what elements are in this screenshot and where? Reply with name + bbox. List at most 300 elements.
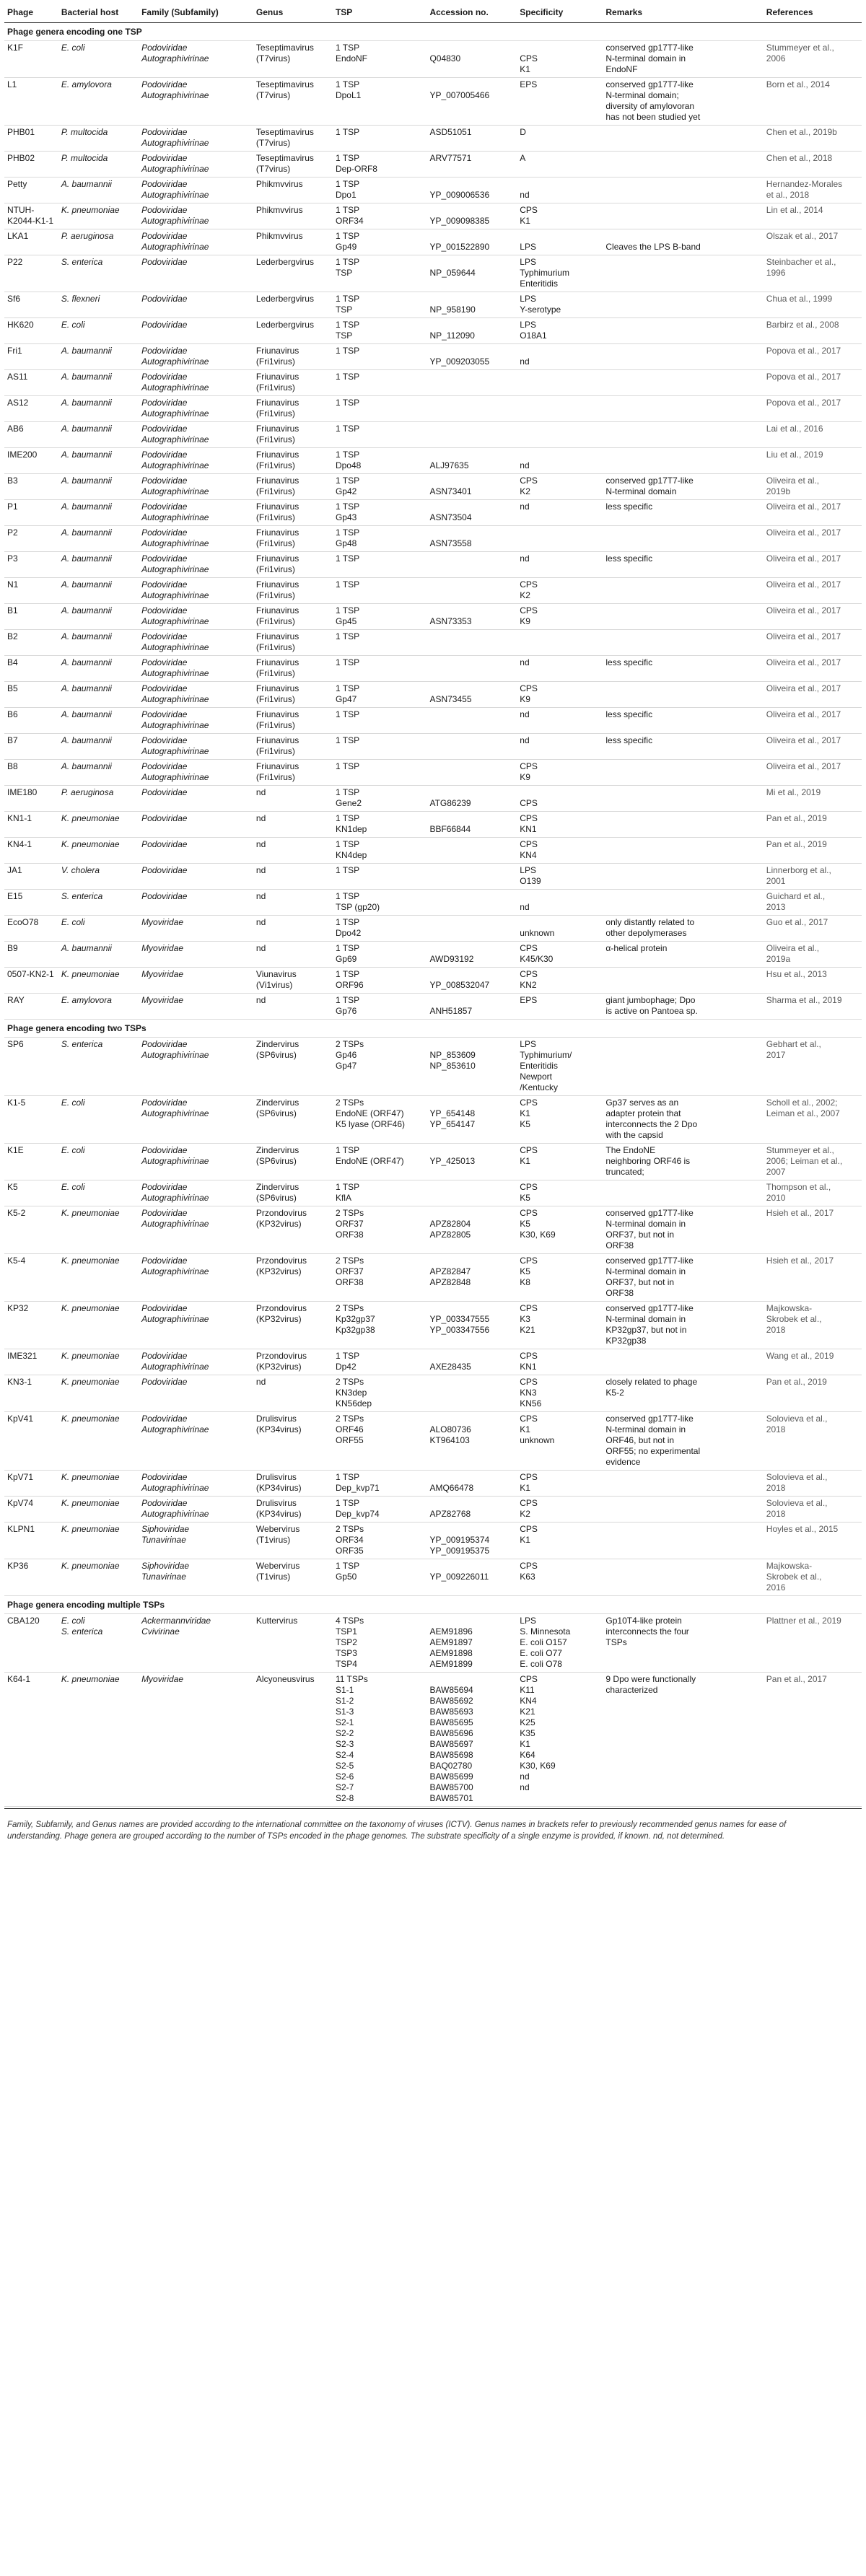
cell-phage: KLPN1 bbox=[4, 1523, 58, 1559]
cell-specificity-line: LPS bbox=[520, 865, 536, 875]
cell-host-line: K. pneumoniae bbox=[61, 1303, 120, 1313]
cell-accession-line bbox=[429, 943, 514, 954]
cell-host bbox=[58, 812, 139, 838]
cell-references-line: 2019b bbox=[766, 486, 791, 496]
cell-host bbox=[58, 1254, 139, 1302]
cell-family bbox=[139, 344, 253, 370]
cell-tsp-line: ORF96 bbox=[335, 980, 364, 990]
cell-family-line: Autographivirinae bbox=[141, 590, 209, 600]
cell-references-line: 2007 bbox=[766, 1167, 786, 1177]
cell-tsp bbox=[333, 1375, 427, 1412]
cell-family-line: Autographivirinae bbox=[141, 1314, 209, 1324]
cell-genus-line: Phikmvvirus bbox=[255, 231, 303, 241]
table-row bbox=[4, 1375, 862, 1412]
cell-remarks bbox=[603, 1471, 763, 1497]
cell-family-line: Siphoviridae bbox=[141, 1524, 190, 1534]
cell-specificity-line: K5 bbox=[520, 1266, 530, 1276]
cell-tsp bbox=[333, 760, 427, 786]
cell-genus-line: Friunavirus bbox=[255, 631, 299, 641]
cell-genus-line: nd bbox=[255, 787, 266, 797]
cell-tsp-line: TSP1 bbox=[335, 1626, 357, 1637]
cell-tsp bbox=[333, 396, 427, 422]
table-row bbox=[4, 203, 862, 229]
cell-accession bbox=[427, 474, 517, 500]
cell-genus-line: (T7virus) bbox=[255, 90, 291, 100]
cell-remarks bbox=[603, 708, 763, 734]
cell-tsp bbox=[333, 708, 427, 734]
cell-genus-line: Zindervirus bbox=[255, 1182, 299, 1192]
cell-accession-line: ASN73558 bbox=[429, 538, 472, 548]
cell-host-line: E. coli bbox=[61, 1182, 85, 1192]
cell-host-line: A. baumannii bbox=[61, 631, 112, 641]
cell-family bbox=[139, 968, 253, 994]
cell-references bbox=[764, 1254, 862, 1302]
cell-host-line: P. aeruginosa bbox=[61, 231, 114, 241]
cell-family bbox=[139, 152, 253, 178]
cell-accession bbox=[427, 682, 517, 708]
cell-references-line: Wang et al., 2019 bbox=[766, 1351, 834, 1361]
cell-tsp-line: 1 TSP bbox=[335, 1351, 360, 1361]
cell-accession-line bbox=[429, 43, 514, 53]
cell-accession bbox=[427, 152, 517, 178]
cell-phage: KN1-1 bbox=[4, 812, 58, 838]
cell-references bbox=[764, 203, 862, 229]
cell-remarks-line bbox=[605, 231, 760, 242]
cell-remarks-line: with the capsid bbox=[605, 1130, 663, 1140]
cell-genus bbox=[253, 1559, 333, 1596]
cell-tsp-line: Gp42 bbox=[335, 486, 357, 496]
cell-remarks bbox=[603, 864, 763, 890]
cell-references-line: Skrobek et al., bbox=[766, 1314, 822, 1324]
cell-host bbox=[58, 838, 139, 864]
cell-host-line: E. coli bbox=[61, 1145, 85, 1155]
cell-tsp-line: 1 TSP bbox=[335, 79, 360, 89]
cell-specificity-line: K1 bbox=[520, 64, 530, 74]
table-row bbox=[4, 1559, 862, 1596]
cell-family-line: Podoviridae bbox=[141, 127, 188, 137]
cell-genus-line: (Fri1virus) bbox=[255, 720, 295, 730]
cell-accession-line bbox=[429, 294, 514, 305]
cell-genus-line: Przondovirus bbox=[255, 1256, 307, 1266]
cell-host-line: K. pneumoniae bbox=[61, 1472, 120, 1482]
cell-host-line: P. aeruginosa bbox=[61, 787, 114, 797]
cell-accession bbox=[427, 1254, 517, 1302]
cell-accession-line bbox=[429, 205, 514, 216]
header-genus: Genus bbox=[253, 3, 333, 23]
cell-accession-line bbox=[429, 320, 514, 330]
cell-references bbox=[764, 500, 862, 526]
cell-remarks-line: 9 Dpo were functionally bbox=[605, 1674, 696, 1684]
cell-accession-line: APZ82805 bbox=[429, 1230, 471, 1240]
cell-remarks bbox=[603, 292, 763, 318]
cell-specificity-line: CPS bbox=[520, 1377, 538, 1387]
cell-genus bbox=[253, 448, 333, 474]
cell-tsp-line: 2 TSPs bbox=[335, 1039, 364, 1049]
cell-family-line: Podoviridae bbox=[141, 891, 188, 901]
cell-specificity-line: D bbox=[520, 127, 526, 137]
cell-tsp bbox=[333, 500, 427, 526]
cell-specificity-line: K63 bbox=[520, 1572, 535, 1582]
cell-remarks-line: conserved gp17T7-like bbox=[605, 1303, 694, 1313]
cell-specificity bbox=[517, 812, 603, 838]
cell-specificity-line: CPS bbox=[520, 1145, 538, 1155]
cell-family bbox=[139, 500, 253, 526]
header-references: References bbox=[764, 3, 862, 23]
cell-remarks bbox=[603, 126, 763, 152]
cell-family-line: Autographivirinae bbox=[141, 242, 209, 252]
cell-genus bbox=[253, 1673, 333, 1807]
cell-tsp-line: 1 TSP bbox=[335, 683, 360, 693]
cell-remarks-line: The EndoNE bbox=[605, 1145, 656, 1155]
cell-remarks-line: conserved gp17T7-like bbox=[605, 476, 694, 486]
cell-phage: N1 bbox=[4, 578, 58, 604]
cell-specificity-line: K30, K69 bbox=[520, 1230, 556, 1240]
cell-genus bbox=[253, 1254, 333, 1302]
cell-accession-line: BAW85695 bbox=[429, 1717, 473, 1727]
cell-host bbox=[58, 604, 139, 630]
cell-genus-line: (SP6virus) bbox=[255, 1050, 297, 1060]
cell-references-line: Pan et al., 2019 bbox=[766, 839, 827, 849]
cell-phage: IME180 bbox=[4, 786, 58, 812]
cell-family-line: Cvivirinae bbox=[141, 1626, 180, 1637]
cell-accession-line bbox=[429, 787, 514, 798]
cell-references bbox=[764, 526, 862, 552]
cell-host-line: K. pneumoniae bbox=[61, 1498, 120, 1508]
cell-genus-line: Przondovirus bbox=[255, 1303, 307, 1313]
cell-host bbox=[58, 292, 139, 318]
cell-specificity-line: K2 bbox=[520, 1509, 530, 1519]
cell-specificity-line: K35 bbox=[520, 1728, 535, 1738]
cell-genus bbox=[253, 1614, 333, 1673]
cell-remarks bbox=[603, 318, 763, 344]
cell-accession bbox=[427, 1038, 517, 1096]
cell-references-line: 2018 bbox=[766, 1325, 786, 1335]
cell-tsp bbox=[333, 994, 427, 1020]
cell-references bbox=[764, 344, 862, 370]
cell-accession bbox=[427, 292, 517, 318]
cell-family bbox=[139, 786, 253, 812]
table-row bbox=[4, 708, 862, 734]
header-row bbox=[4, 3, 862, 23]
table-row bbox=[4, 1673, 862, 1807]
cell-remarks-line: only distantly related to bbox=[605, 917, 695, 927]
cell-specificity bbox=[517, 552, 603, 578]
cell-specificity-line: K1 bbox=[520, 1739, 530, 1749]
cell-family bbox=[139, 1254, 253, 1302]
cell-genus bbox=[253, 968, 333, 994]
table-row bbox=[4, 630, 862, 656]
cell-references bbox=[764, 396, 862, 422]
cell-references bbox=[764, 994, 862, 1020]
cell-references bbox=[764, 968, 862, 994]
cell-genus bbox=[253, 656, 333, 682]
table-row bbox=[4, 1144, 862, 1180]
cell-accession bbox=[427, 786, 517, 812]
cell-family bbox=[139, 41, 253, 78]
cell-accession bbox=[427, 890, 517, 916]
cell-remarks-line: interconnects the four bbox=[605, 1626, 689, 1637]
cell-host-line: K. pneumoniae bbox=[61, 1208, 120, 1218]
cell-phage: P2 bbox=[4, 526, 58, 552]
cell-tsp-line: KN3dep bbox=[335, 1388, 367, 1398]
cell-tsp bbox=[333, 1471, 427, 1497]
cell-family bbox=[139, 1038, 253, 1096]
cell-genus-line: (Fri1virus) bbox=[255, 434, 295, 444]
cell-specificity-line: E. coli O78 bbox=[520, 1659, 562, 1669]
cell-accession bbox=[427, 630, 517, 656]
cell-remarks bbox=[603, 1375, 763, 1412]
cell-family bbox=[139, 682, 253, 708]
cell-specificity bbox=[517, 178, 603, 203]
cell-tsp-line: DpoL1 bbox=[335, 90, 362, 100]
cell-genus-line: Friunavirus bbox=[255, 761, 299, 771]
cell-family bbox=[139, 604, 253, 630]
cell-specificity-line: nd bbox=[520, 553, 530, 564]
cell-remarks bbox=[603, 994, 763, 1020]
cell-phage: EcoO78 bbox=[4, 916, 58, 942]
cell-accession bbox=[427, 41, 517, 78]
cell-accession bbox=[427, 1559, 517, 1596]
cell-tsp-line: 1 TSP bbox=[335, 1561, 360, 1571]
cell-host bbox=[58, 578, 139, 604]
cell-references-line: 2001 bbox=[766, 876, 786, 886]
cell-accession-line: BAQ02780 bbox=[429, 1761, 473, 1771]
cell-genus-line: (T7virus) bbox=[255, 53, 291, 63]
cell-host bbox=[58, 1302, 139, 1349]
cell-tsp-line: 2 TSPs bbox=[335, 1414, 364, 1424]
cell-accession bbox=[427, 1673, 517, 1807]
cell-accession-line: YP_009195374 bbox=[429, 1535, 490, 1545]
cell-references-line: Sharma et al., 2019 bbox=[766, 995, 842, 1005]
cell-references-line: Solovieva et al., bbox=[766, 1498, 828, 1508]
cell-family-line: Autographivirinae bbox=[141, 1483, 209, 1493]
cell-tsp-line: ORF46 bbox=[335, 1424, 364, 1434]
cell-tsp-line: Gp47 bbox=[335, 694, 357, 704]
cell-remarks bbox=[603, 682, 763, 708]
cell-specificity bbox=[517, 630, 603, 656]
table-row bbox=[4, 126, 862, 152]
cell-family-line: Autographivirinae bbox=[141, 746, 209, 756]
cell-references-line: Hsieh et al., 2017 bbox=[766, 1256, 834, 1266]
cell-specificity-line: CPS bbox=[520, 943, 538, 953]
cell-remarks bbox=[603, 1523, 763, 1559]
cell-genus-line: (Fri1virus) bbox=[255, 486, 295, 496]
cell-specificity-line: O139 bbox=[520, 876, 541, 886]
cell-family bbox=[139, 760, 253, 786]
cell-family bbox=[139, 838, 253, 864]
cell-genus-line: Friunavirus bbox=[255, 735, 299, 745]
table-row bbox=[4, 656, 862, 682]
cell-accession-line bbox=[429, 231, 514, 242]
cell-genus-line: Drulisvirus bbox=[255, 1414, 297, 1424]
cell-references-line: Oliveira et al., bbox=[766, 943, 820, 953]
table-row bbox=[4, 760, 862, 786]
cell-references-line: 2017 bbox=[766, 1050, 786, 1060]
cell-remarks-line: has not been studied yet bbox=[605, 112, 701, 122]
cell-accession-line: ASN73401 bbox=[429, 486, 472, 496]
cell-family-line: Podoviridae bbox=[141, 346, 188, 356]
cell-genus bbox=[253, 1497, 333, 1523]
cell-remarks-line: N-terminal domain bbox=[605, 486, 677, 496]
cell-references-line: Oliveira et al., 2017 bbox=[766, 683, 841, 693]
cell-specificity-line: K21 bbox=[520, 1325, 535, 1335]
cell-family-line: Podoviridae bbox=[141, 257, 188, 267]
cell-remarks bbox=[603, 1144, 763, 1180]
cell-family-line: Myoviridae bbox=[141, 1674, 184, 1684]
cell-family bbox=[139, 1096, 253, 1144]
cell-specificity-line: LPS bbox=[520, 257, 536, 267]
cell-host-line: A. baumannii bbox=[61, 398, 112, 408]
cell-tsp-line: 1 TSP bbox=[335, 398, 360, 408]
cell-accession-line: YP_008532047 bbox=[429, 980, 490, 990]
cell-genus-line: Zindervirus bbox=[255, 1145, 299, 1155]
group-title: Phage genera encoding one TSP bbox=[4, 23, 862, 41]
table-row bbox=[4, 812, 862, 838]
cell-references bbox=[764, 1206, 862, 1254]
cell-tsp bbox=[333, 734, 427, 760]
cell-remarks-line: is active on Pantoea sp. bbox=[605, 1006, 698, 1016]
cell-genus-line: Alcyoneusvirus bbox=[255, 1674, 315, 1684]
table-row bbox=[4, 255, 862, 292]
cell-specificity bbox=[517, 1523, 603, 1559]
cell-genus-line: (KP32virus) bbox=[255, 1219, 302, 1229]
cell-remarks bbox=[603, 78, 763, 126]
cell-specificity-line: nd bbox=[520, 709, 530, 719]
cell-remarks bbox=[603, 178, 763, 203]
cell-host bbox=[58, 370, 139, 396]
cell-accession-line bbox=[429, 1674, 514, 1685]
cell-family-line: Podoviridae bbox=[141, 294, 188, 304]
table-row bbox=[4, 838, 862, 864]
cell-genus-line: (Fri1virus) bbox=[255, 460, 295, 470]
cell-accession-line bbox=[429, 79, 514, 90]
cell-tsp bbox=[333, 1412, 427, 1471]
cell-references-line: 1996 bbox=[766, 268, 786, 278]
cell-genus bbox=[253, 1206, 333, 1254]
cell-specificity-line: K64 bbox=[520, 1750, 535, 1760]
cell-tsp-line: 1 TSP bbox=[335, 605, 360, 615]
cell-accession-line bbox=[429, 1208, 514, 1219]
cell-references-line: Oliveira et al., 2017 bbox=[766, 657, 841, 667]
cell-tsp-line: ORF38 bbox=[335, 1277, 364, 1287]
cell-specificity-line: Typhimurium/ Enteritidis bbox=[520, 1050, 572, 1071]
cell-tsp-line: K5 lyase (ORF46) bbox=[335, 1119, 405, 1129]
cell-references bbox=[764, 1497, 862, 1523]
cell-remarks bbox=[603, 203, 763, 229]
cell-accession-line: ANH51857 bbox=[429, 1006, 473, 1016]
cell-accession-line: BAW85692 bbox=[429, 1696, 473, 1706]
cell-remarks-line: truncated; bbox=[605, 1167, 644, 1177]
cell-family bbox=[139, 1375, 253, 1412]
cell-phage: 0507-KN2-1 bbox=[4, 968, 58, 994]
cell-references-line: Popova et al., 2017 bbox=[766, 346, 841, 356]
cell-tsp bbox=[333, 1614, 427, 1673]
cell-family-line: Podoviridae bbox=[141, 1351, 188, 1361]
cell-phage: PHB01 bbox=[4, 126, 58, 152]
cell-remarks bbox=[603, 1096, 763, 1144]
cell-specificity bbox=[517, 448, 603, 474]
cell-genus bbox=[253, 1096, 333, 1144]
cell-family-line: Autographivirinae bbox=[141, 1108, 209, 1118]
cell-references bbox=[764, 1412, 862, 1471]
cell-specificity bbox=[517, 916, 603, 942]
cell-references-line: Oliveira et al., 2017 bbox=[766, 579, 841, 590]
cell-tsp-line: Gp69 bbox=[335, 954, 357, 964]
cell-family bbox=[139, 203, 253, 229]
cell-remarks bbox=[603, 229, 763, 255]
cell-genus bbox=[253, 396, 333, 422]
cell-tsp-line: KN1dep bbox=[335, 824, 367, 834]
cell-specificity-line: nd bbox=[520, 1771, 530, 1782]
cell-family-line: Autographivirinae bbox=[141, 694, 209, 704]
cell-genus-line: (Fri1virus) bbox=[255, 512, 295, 522]
cell-host bbox=[58, 203, 139, 229]
cell-accession-line: AEM91899 bbox=[429, 1659, 473, 1669]
cell-genus bbox=[253, 1144, 333, 1180]
cell-remarks-line: Cleaves the LPS B-band bbox=[605, 242, 701, 252]
cell-references bbox=[764, 734, 862, 760]
header-specificity: Specificity bbox=[517, 3, 603, 23]
cell-genus bbox=[253, 890, 333, 916]
cell-specificity-line: CPS bbox=[520, 839, 538, 849]
cell-specificity-line: LPS bbox=[520, 242, 536, 252]
cell-remarks bbox=[603, 630, 763, 656]
cell-references-line: Oliveira et al., 2017 bbox=[766, 501, 841, 512]
cell-tsp-line: 1 TSP bbox=[335, 995, 360, 1005]
cell-accession-line bbox=[429, 1098, 514, 1108]
cell-genus-line: (SP6virus) bbox=[255, 1193, 297, 1203]
cell-specificity-line: K21 bbox=[520, 1707, 535, 1717]
cell-remarks bbox=[603, 1254, 763, 1302]
cell-tsp-line: S2-4 bbox=[335, 1750, 354, 1760]
cell-phage: Petty bbox=[4, 178, 58, 203]
cell-references bbox=[764, 78, 862, 126]
cell-specificity bbox=[517, 864, 603, 890]
cell-genus-line: Friunavirus bbox=[255, 424, 299, 434]
cell-family-line: Autographivirinae bbox=[141, 138, 209, 148]
cell-tsp bbox=[333, 1180, 427, 1206]
cell-specificity-line: EPS bbox=[520, 995, 538, 1005]
cell-specificity bbox=[517, 1206, 603, 1254]
cell-references bbox=[764, 630, 862, 656]
cell-accession-line: BAW85699 bbox=[429, 1771, 473, 1782]
cell-specificity-line: K1 bbox=[520, 1424, 530, 1434]
cell-genus bbox=[253, 255, 333, 292]
cell-remarks-line: EndoNF bbox=[605, 64, 638, 74]
cell-host-line: S. enterica bbox=[61, 1626, 103, 1637]
cell-host-line: A. baumannii bbox=[61, 735, 112, 745]
cell-host-line: E. coli bbox=[61, 917, 85, 927]
cell-specificity-line: CPS bbox=[520, 1303, 538, 1313]
table-row bbox=[4, 500, 862, 526]
cell-accession-line: AXE28435 bbox=[429, 1362, 471, 1372]
cell-remarks-line: N-terminal domain in bbox=[605, 1314, 686, 1324]
cell-tsp-line: 1 TSP bbox=[335, 761, 360, 771]
cell-references bbox=[764, 1375, 862, 1412]
cell-accession-line: NP_112090 bbox=[429, 330, 475, 341]
cell-accession-line bbox=[429, 1498, 514, 1509]
cell-family-line: Autographivirinae bbox=[141, 668, 209, 678]
cell-references-line: Chen et al., 2019b bbox=[766, 127, 837, 137]
cell-tsp bbox=[333, 422, 427, 448]
cell-family-line: Podoviridae bbox=[141, 631, 188, 641]
table-row bbox=[4, 864, 862, 890]
table-footnote: Family, Subfamily, and Genus names are provided according to the international committee on the taxonomy of viruses (ICTV). Genus names in brackets refer to previously recommended genus names for ease of understanding. Phage genera are grouped according to the number of TSPs encoded in the phage genomes. The substrate specificity of a single enzyme is provided, if known. nd, not determined. bbox=[7, 1821, 787, 1841]
cell-tsp bbox=[333, 203, 427, 229]
cell-host bbox=[58, 126, 139, 152]
cell-references-line: Stummeyer et al., bbox=[766, 43, 834, 53]
cell-remarks bbox=[603, 255, 763, 292]
